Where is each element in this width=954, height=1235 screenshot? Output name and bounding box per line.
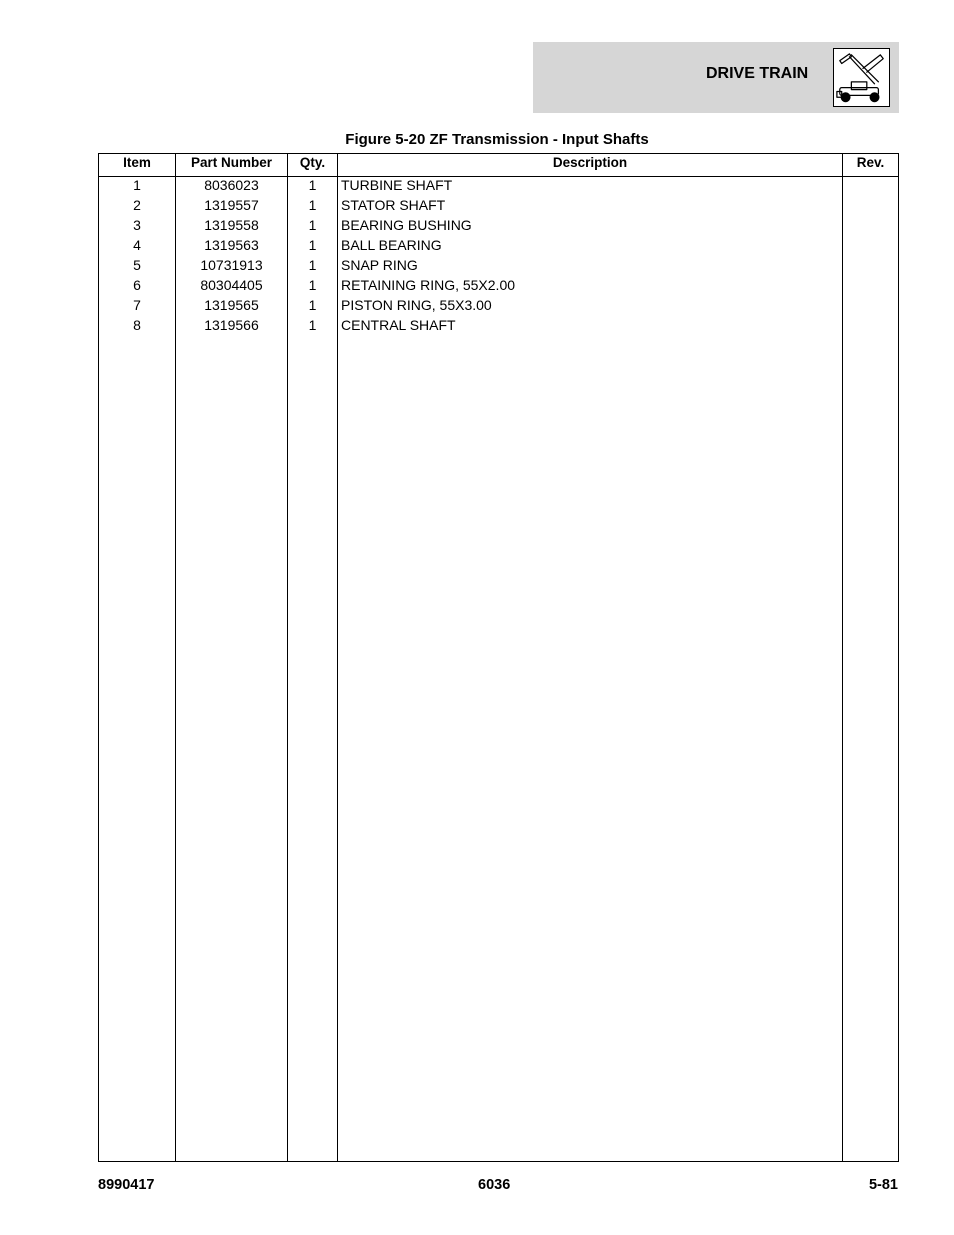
- footer-model: 6036: [478, 1177, 511, 1193]
- section-title: DRIVE TRAIN: [706, 65, 809, 82]
- table-row: [99, 235, 898, 255]
- column-header-rev: Rev.: [856, 155, 885, 170]
- part-number: 1319557: [204, 197, 259, 213]
- description: STATOR SHAFT: [341, 197, 446, 213]
- part-number: 10731913: [200, 257, 263, 273]
- item-number: 3: [133, 217, 141, 233]
- description: BEARING BUSHING: [341, 217, 472, 233]
- column-header-qty: Qty.: [299, 155, 326, 170]
- quantity: 1: [308, 217, 317, 233]
- part-number: 1319566: [204, 317, 259, 333]
- footer-page-number: 5-81: [868, 1177, 898, 1193]
- item-number: 1: [133, 177, 141, 193]
- item-number: 4: [133, 237, 141, 253]
- description: RETAINING RING, 55X2.00: [341, 277, 516, 293]
- footer-doc-number: 8990417: [98, 1177, 155, 1193]
- table-row: [99, 255, 898, 275]
- drive-train-icon: [833, 48, 890, 107]
- table-row: [99, 295, 898, 315]
- column-header-description: Description: [552, 155, 628, 170]
- table-row: [99, 215, 898, 235]
- item-number: 5: [133, 257, 141, 273]
- figure-title: Figure 5-20 ZF Transmission - Input Shafts: [345, 131, 649, 148]
- description: BALL BEARING: [341, 237, 442, 253]
- quantity: 1: [308, 237, 317, 253]
- quantity: 1: [308, 197, 317, 213]
- parts-table: [98, 153, 899, 1162]
- item-number: 2: [133, 197, 141, 213]
- item-number: 7: [133, 297, 141, 313]
- description: TURBINE SHAFT: [341, 177, 453, 193]
- table-row: [99, 275, 898, 295]
- quantity: 1: [308, 277, 317, 293]
- quantity: 1: [308, 257, 317, 273]
- description: SNAP RING: [341, 257, 418, 273]
- quantity: 1: [308, 317, 317, 333]
- column-header-part-number: Part Number: [190, 155, 273, 170]
- quantity: 1: [308, 297, 317, 313]
- part-number: 1319563: [204, 237, 259, 253]
- part-number: 80304405: [200, 277, 263, 293]
- part-number: 8036023: [204, 177, 259, 193]
- part-number: 1319558: [204, 217, 259, 233]
- item-number: 6: [133, 277, 141, 293]
- table-row: [99, 195, 898, 215]
- column-header-item: Item: [123, 155, 151, 170]
- part-number: 1319565: [204, 297, 259, 313]
- description: PISTON RING, 55X3.00: [341, 297, 492, 313]
- table-row: [99, 315, 898, 335]
- quantity: 1: [308, 177, 317, 193]
- item-number: 8: [133, 317, 141, 333]
- description: CENTRAL SHAFT: [341, 317, 456, 333]
- table-row: [99, 175, 898, 195]
